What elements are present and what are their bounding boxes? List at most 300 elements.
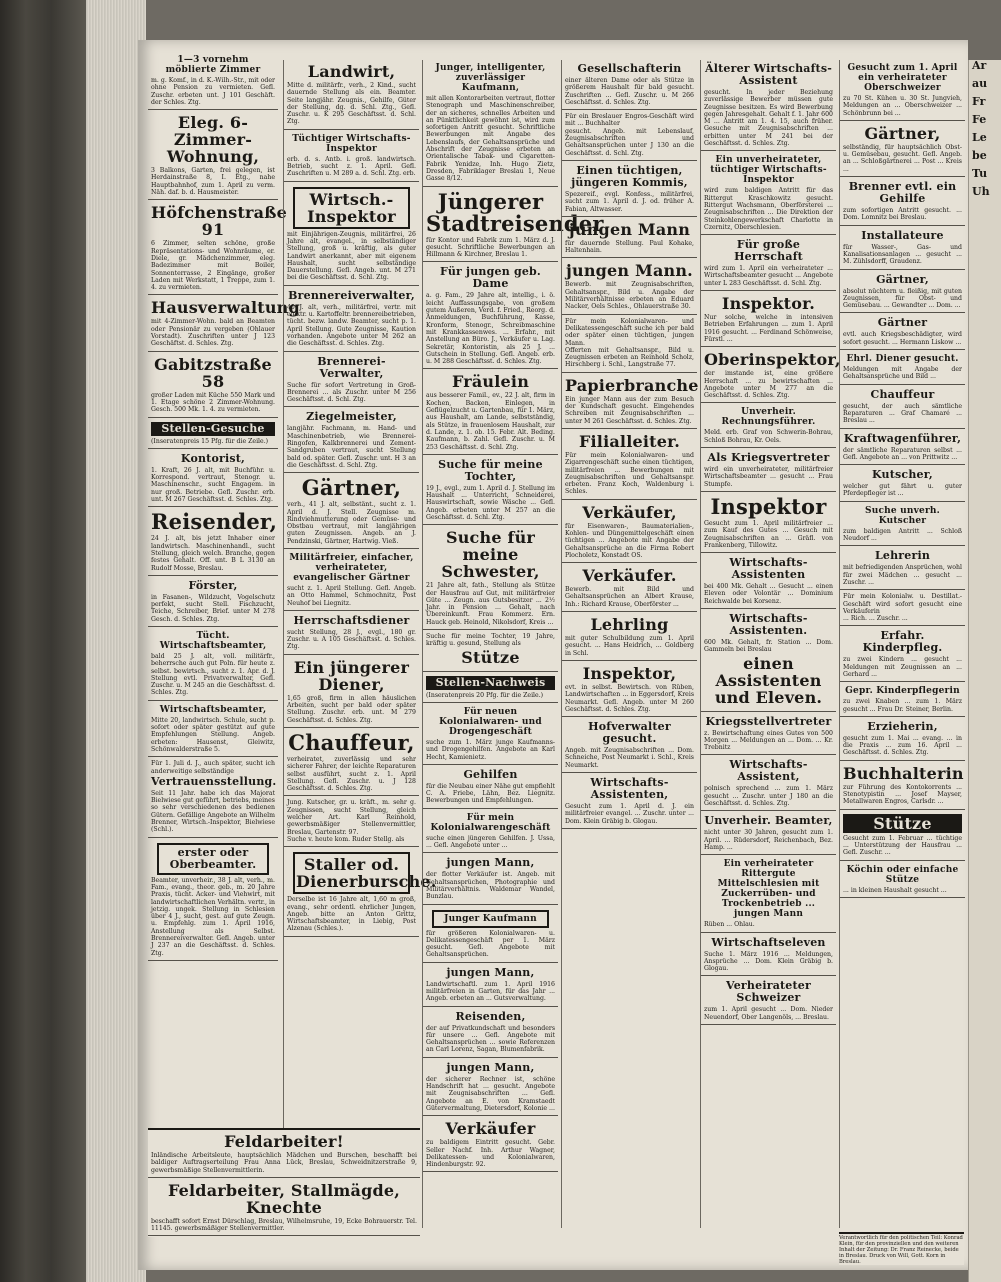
classified-ad bbox=[701, 856, 836, 932]
ad-heading: Lehrling bbox=[590, 615, 669, 635]
ad-text: gesucht. Angeb. mit Lebenslauf, Zeugnisabschriften und Gehaltsansprüchen unter J 130 an die Geschäftsst. d. Schl. Ztg. bbox=[565, 127, 694, 157]
ad-text: Ein junger Mann aus der zum Besuch der Kundschaft gesucht. Eingehendes Schreiben mit Zeugnisabschriften ... unter M 261 Geschäftsst. d. Schles. Ztg. bbox=[565, 395, 694, 425]
ad-text: 6 Zimmer, selten schöne, große Repräsentations- und Wohnräume, er. Diele, gr. Mädchenzimmer, eleg. Badezimmer mit Boiler, Sonnenterrasse, 2 Eingänge, großer Laden mit Werkstatt, 1 Treppe, zum 1. 4. zu vermieten. bbox=[151, 240, 275, 292]
ad-text: absolut nüchtern u. fleißig, mit guten Zeugnissen, für Obst- und Gemüsebau. ... Gewandter ... Dom. ... bbox=[843, 287, 962, 310]
ad-text: Bewerb. mit Zeugnisabschriften, Gehaltsanspr., Bild u. Angabe der Militärverhältnisse erbeten an Eduard Nacker, Oels Schles., Ohlauerstraße 30. bbox=[565, 281, 694, 311]
ad-text: für die Neubau einer Nähe gut empfiehlt C. A. Friebe, Lähn, Bez. Liegnitz. Bewerbungen und Empfehlungen. bbox=[426, 782, 555, 805]
classified-ad bbox=[423, 810, 558, 854]
ad-text: m. g. Komf., in d. K.-Wilh.-Str., mit oder ohne Pension zu vermieten. Gefl. Zuschr. erbeten unt. J 101 Geschäft. der Schles. Ztg. bbox=[151, 77, 275, 106]
ad-heading: Verheirateter Schweizer bbox=[726, 979, 811, 1005]
bottom-wide-ads bbox=[148, 1128, 420, 1237]
ad-text: ... Rich. ... Zuschr. ... bbox=[843, 615, 908, 623]
ad-text: Mitte 20, landwirtsch. Schule, sucht p. sofort oder später gestützt auf gute Empfehlungen Stellung. Angeb. erbeten: Hausenst, Gleiwitz, Schönwalderstraße 5. bbox=[151, 716, 275, 753]
ad-text: Mitte d. militärfr., verh., 2 Kind., sucht dauernde Stellung als ein. Beamter. Seite langjähr. Zeugnis., Gehilfe, Güter der Stellung, dg. d. Schl. Ztg., Gefl. Zuschr. u. K 295 Geschäftsst. d. Schl. Ztg. bbox=[287, 82, 416, 126]
classified-ad bbox=[423, 1117, 558, 1172]
ad-heading: Stütze bbox=[843, 814, 962, 833]
classified-ad bbox=[701, 756, 836, 811]
ad-text: wird zum 1. April ein verheirateter ... Wirtschaftsbeamter gesucht ... Angebote unter L 283 Geschäftsst. d. Schl. Ztg. bbox=[704, 265, 833, 287]
classified-ad bbox=[701, 934, 836, 977]
ad-heading: Gärtner, bbox=[876, 272, 929, 286]
ad-heading: Brenner evtl. ein Gehilfe bbox=[848, 180, 957, 206]
ad-heading: Feldarbeiter, Stallmägde, Knechte bbox=[167, 1180, 401, 1217]
section-price-note: (Inseratenpreis 20 Pfg. für die Zeile.) bbox=[426, 691, 544, 699]
classified-ad bbox=[423, 456, 558, 525]
classified-ad bbox=[701, 60, 836, 151]
ad-text: ... in kleinen Haushalt gesucht ... bbox=[843, 886, 947, 894]
ad-text: Nur solche, welche in intensiven Betrieben Erfahrungen ... zum 1. April 1916 gesucht. ... Ferdinand Schönweise, Fürstl. ... bbox=[704, 314, 833, 343]
classified-ad bbox=[562, 111, 697, 161]
ad-text: gesucht. In jeder Beziehung zuverlässige Bewerber müssen gute Zeugnisse besitzen. Es wird Bewerbung gegen Jahresgehalt. Gehalt f. 1. Jahr 600 M ... Antritt am 1. 4. 15, auch früher. Gesuche mit Zeugnisabschriften ... erbitten unter M 241 bei der Geschäftsst. d. Schles. Ztg. bbox=[704, 89, 833, 148]
classified-ad bbox=[148, 577, 278, 627]
section-header-stellen-nachweis bbox=[423, 673, 558, 703]
ad-text: in Fasanen-, Wildzucht, Vogelschutz perfekt, sucht Stell. Fischzucht, Teiche, Schreiber, Brief. unter M 278 Gesch. d. Schles. Ztg. bbox=[151, 593, 275, 623]
ad-text: 3 Balkons, Garten, frei gelegen, ist Herdainstraße 8, I. Etg., nahe Hauptbahnhof, zum 1. April zu verm. Näh. daf. b. d. Hausmeister. bbox=[151, 167, 275, 197]
classified-ad bbox=[284, 353, 419, 408]
ad-heading: einen Assistenten und Eleven. bbox=[714, 653, 823, 707]
ad-heading: Lehrerin bbox=[874, 549, 931, 563]
column-4 bbox=[561, 60, 697, 1228]
ad-heading: Brennereiverwalter, bbox=[288, 288, 415, 302]
ad-heading: jungen Mann, bbox=[446, 965, 535, 979]
ad-text: Offerten mit Gehaltsanspr., Bild u. Zeugnissen erbeten an Reinhold Scholz, Hirschberg i. Schl., Langstraße 77. bbox=[565, 346, 694, 369]
ad-heading: Jüngerer Stadtreisender bbox=[426, 188, 604, 236]
ad-heading: Ein unverheirateter, tüchtiger Wirtschafts-Inspektor bbox=[710, 155, 827, 186]
ad-heading: Gehilfen bbox=[463, 767, 518, 781]
ad-heading: Herrschaftsdiener bbox=[293, 613, 410, 627]
ad-heading: Gesellschafterin bbox=[577, 62, 682, 75]
ad-heading: Gepr. Kinderpflegerin bbox=[845, 686, 960, 697]
ad-heading: Feldarbeiter! bbox=[224, 1132, 344, 1151]
classified-ad bbox=[840, 718, 965, 761]
next-page-edge bbox=[968, 60, 1001, 1282]
ad-text: gesucht zum 1. Mai ... evang. ... in die Praxis ... zum 16. April ... Geschäftsst. d. Schles. Ztg. bbox=[843, 734, 962, 757]
classified-ad bbox=[284, 60, 419, 130]
ad-heading: Chauffeur, bbox=[288, 729, 415, 755]
classified-ad bbox=[840, 591, 965, 626]
ad-text: suche einen jüngeren Gehilfen. J. Ussa, ... Gefl. Angebote unter ... bbox=[426, 834, 555, 850]
classified-ad bbox=[701, 713, 836, 756]
ad-text: Für mein Kolonialwaren- und Zigarrengeschäft suche einen tüchtigen, militärfreien ... Bewerbungen mit Zeugnisabschriften und Gehaltsanspr. erbeten. Franz Koch, Waldenburg i. Schles. bbox=[565, 451, 694, 496]
ad-heading: Landwirt, bbox=[307, 62, 396, 81]
ad-heading: Brennerei-Verwalter, bbox=[317, 354, 386, 380]
classified-ad bbox=[148, 201, 287, 295]
ad-text: Spezereif., evgl. Konfess., militärfrei, sucht zum 1. April d. J. od. früher A. Fabian, Altwasser. bbox=[565, 190, 694, 213]
classified-ad bbox=[701, 554, 836, 609]
ad-heading: Unverheir. Beamter, bbox=[704, 814, 833, 828]
classified-ad bbox=[562, 316, 697, 373]
ad-text: aus besserer Famil., ev., 22 J. alt, firm in Kochen, Backen, Einlegen, in Geflügelzucht u. Gartenbau, für 1. März, aus Haushalt, am Lande, selbstständig, als Stütze, in frauenlosem Haushalt, zur d. Lande, z. 1. ob. 15. Febr. Alt. Beding. Kaufmann, b. Zahl. Gefl. Zuschr. u. M 253 Geschäftsst. d. Schl. Ztg. bbox=[426, 392, 555, 451]
ad-text: Jung. Kutscher, gr. u. kräft., m. sehr g. Zeugnissen, sucht Stellung, gleich welcher Art. Karl Reinhold, gewerbsmäßiger Stellenvermittler, Breslau, Gartenstr. 97. bbox=[287, 799, 416, 836]
classified-ad bbox=[701, 977, 836, 1025]
ad-heading: Für neuen Kolonialwaren- und Drogengeschäft bbox=[439, 706, 542, 737]
classified-ad bbox=[423, 188, 604, 263]
ad-heading: Ehrl. Diener gesucht. bbox=[846, 354, 959, 365]
next-page-fragment: Fe bbox=[972, 113, 987, 126]
ad-text: Landwirtschaftl. zum 1. April 1916 militärfreien in Garten, für das Jahr ... Angeb. erbeten an ... Gutsverwaltung. bbox=[426, 980, 555, 1003]
ad-heading: Höfchenstraße 91 bbox=[151, 203, 287, 240]
ad-text: zu baldigem Eintritt gesucht. Gebr. Seller Nachf. Inh. Arthur Wagner, Delikatessen- und Kolonialwaren, Hindenburgstr. 92. bbox=[426, 1139, 555, 1169]
ad-text: welcher gut fährt u. guter Pferdepfleger ist ... bbox=[843, 483, 962, 498]
classified-ad bbox=[423, 60, 558, 187]
ad-text: mit befriedigenden Ansprüchen, wohl für zwei Mädchen ... gesucht ... Zuschr. ... bbox=[843, 564, 962, 586]
classified-ad bbox=[423, 263, 558, 369]
classified-ad bbox=[701, 449, 836, 492]
classified-ad bbox=[840, 351, 965, 385]
classified-ad bbox=[284, 183, 419, 286]
ad-text: beschafft sofort Ernst Dürschlag, Breslau, Wilhelmsruhe, 19, Ecke Bohrauerstr. Tel. 11145. gewerbsmäßiger Stellenvermittler. bbox=[151, 1217, 417, 1233]
ad-heading: Älterer Wirtschafts-Assistent bbox=[704, 62, 832, 87]
ad-heading: jungen Mann. bbox=[566, 261, 693, 281]
ad-text: Inländische Arbeitsleute, hauptsächlich Mädchen und Burschen, beschafft bei baldiger Auftragserteilung Frau Anna Lück, Breslau, Schweidnitzerstraße 9, gewerbsmäßige Stellenvermittlerin. bbox=[151, 1152, 417, 1174]
ad-heading: Ein verheirateter Rittergute Mittelschlesien mit Zuckerrüben- und Trockenbetrieb ... jungen Mann bbox=[717, 859, 820, 920]
classified-ad bbox=[423, 964, 558, 1007]
classified-ad bbox=[701, 610, 836, 712]
classified-ad bbox=[701, 236, 836, 291]
classified-ad bbox=[562, 259, 697, 314]
ad-heading: Suche für meine Schwester, bbox=[441, 528, 540, 582]
ad-text: Für ein Breslauer Engros-Geschäft wird mit ... Buchhalter bbox=[565, 113, 694, 128]
classified-ad bbox=[840, 178, 965, 226]
ad-text: zu zwei Kindern ... gesucht ... Meldungen mit Zeugnissen an ... Gerhard ... bbox=[843, 656, 962, 678]
classified-ad bbox=[840, 503, 965, 547]
classified-ad bbox=[562, 613, 697, 661]
ad-text: Suche v. heute kom. Ruder Stellg. als bbox=[287, 835, 405, 843]
book-binding bbox=[0, 0, 86, 1282]
ad-heading: Gärtner bbox=[877, 316, 928, 330]
ad-heading: Erfahr. Kinderpfleg. bbox=[862, 629, 943, 655]
classified-ad bbox=[840, 466, 965, 502]
ad-heading: erster oder Oberbeamter. bbox=[157, 843, 269, 875]
ad-heading: Unverheir. Rechnungsführer. bbox=[721, 407, 816, 428]
ad-heading: Gärtner, bbox=[864, 123, 941, 143]
ad-heading: Verkäufer, bbox=[582, 502, 677, 522]
classified-ad bbox=[148, 450, 278, 507]
column-2 bbox=[283, 60, 437, 1228]
classified-ad bbox=[840, 314, 965, 350]
ad-heading: Reisenden, bbox=[455, 1009, 526, 1023]
imprint-footer bbox=[839, 1232, 964, 1265]
ad-text: Suche für meine Tochter, 19 Jahre, kräftig u. gesund, Stellung als bbox=[426, 633, 555, 648]
ad-text: mit 4-Zimmer-Wohn. bald an Beamten oder Pensionär zu vergeben (Ohlauer Vorstadt). Zuschriften unter J 123 Geschäftst. d. Schles. Ztg. bbox=[151, 318, 275, 348]
ad-text: polnisch sprechend ... zum 1. März gesucht ... Zuschr. unter J 180 an die Geschäftsst. d. Schles. Ztg. bbox=[704, 785, 833, 808]
ad-text: z. Bewirtschaftung eines Gutes von 500 Morgen ... Meldungen an ... Dom. ... Kr. Trebnitz bbox=[704, 729, 833, 752]
ad-heading: Ein jüngerer Diener, bbox=[293, 657, 410, 694]
ad-heading: Fräulein bbox=[451, 372, 530, 392]
classified-ad bbox=[701, 404, 836, 448]
ad-heading: Erzieherin, bbox=[867, 719, 938, 733]
classified-ad bbox=[284, 612, 419, 655]
classified-ad bbox=[562, 430, 697, 500]
classified-ad bbox=[562, 662, 697, 717]
ad-heading: Inspektor. bbox=[721, 294, 816, 314]
classified-ad bbox=[562, 218, 697, 259]
ad-text: evt. in selbst. Bewirtsch. von Rüben, Landwirtschaften ... in Eggersdorf, Kreis Neumarkt. Gefl. Angeb. unter M 260 Geschäftsst. d. Schles. Ztg. bbox=[565, 683, 694, 713]
ad-heading: Kraftwagenführer, bbox=[843, 431, 962, 445]
ad-heading: Filialleiter. bbox=[578, 431, 681, 451]
ad-text: wird ein unverheirateter, militärfreier Wirtschaftsbeamter ... gesucht ... Frau Stumpfe. bbox=[704, 466, 833, 488]
ad-heading: Köchin oder einfache Stütze bbox=[846, 864, 959, 885]
column-3 bbox=[422, 60, 604, 1228]
classified-ad bbox=[148, 111, 278, 200]
ad-text: der sämtliche Reparaturen selbst ... Gefl. Angebote an ... von Prittwitz ... bbox=[843, 446, 962, 461]
classified-ad bbox=[840, 762, 965, 810]
classified-ad bbox=[840, 430, 965, 466]
classified-ad bbox=[423, 854, 558, 904]
ad-heading: Inspektor, bbox=[582, 663, 677, 683]
ad-heading: Gabitzstraße 58 bbox=[154, 354, 272, 391]
ad-heading: 1—3 vornehm möblierte Zimmer bbox=[165, 55, 261, 75]
classified-ad bbox=[840, 122, 965, 177]
ad-text: für Kontor und Fabrik zum 1. März d. J. gesucht. Schriftliche Bewerbungen an Hillmann & Kirchner, Breslau 1. bbox=[426, 236, 555, 259]
classified-ad bbox=[423, 526, 558, 630]
ad-text: großer Laden mit Küche 550 Mark und 1. Etage schöne 2 Zimmer-Wohnung. Gesch. 500 Mk. 1. 4. zu vermieten. bbox=[151, 391, 275, 414]
ad-heading: Staller od. Dienerbursche. bbox=[293, 852, 410, 894]
classified-ad bbox=[562, 374, 697, 429]
classified-ad bbox=[284, 848, 437, 936]
ad-text: der sicherer Rechner ist, schöne Handschrift hat ... gesucht. Angebote mit Zeugnisabschriften ... Gefl. Angebote an E. von Kramstaedt Gütervermaltung, Dietersdorf, Kolonie ... bbox=[426, 1075, 555, 1112]
classified-ad bbox=[148, 1130, 420, 1178]
ad-text: Gesucht zum 1. April militärfreier ... zum Kauf des Gutes ... Gesuch mit Zeugnisabschriften an ... Gräfl. von Frankenberg, Tillowitz. bbox=[704, 519, 833, 549]
column-6 bbox=[839, 60, 965, 1228]
ad-heading: Hausverwaltung bbox=[151, 298, 300, 318]
ad-text: gesucht, der auch sämtliche Reparaturen ... Graf Chamaré ... Breslau ... bbox=[843, 402, 962, 425]
ad-heading: Stütze bbox=[461, 647, 520, 667]
ad-heading: Suche unverh. Kutscher bbox=[865, 505, 940, 526]
ad-heading: Ziegelmeister, bbox=[306, 410, 397, 424]
classified-ad bbox=[148, 758, 278, 837]
classified-ad bbox=[562, 162, 697, 217]
classified-ad bbox=[840, 627, 965, 682]
ad-heading: Kontorist, bbox=[180, 451, 246, 465]
classified-ad bbox=[148, 296, 300, 351]
ad-heading: Junger Kaufmann bbox=[432, 910, 549, 928]
ad-text: 1. Kraft, 26 J. alt, mit Buchführ. u. Korrespond. vertraut, Stenogr. u. Maschinenschr., sucht Engagem. in nur groß. Betriebe. Gefl. Zuschr. erb. unt. M 267 Geschäftsst. d. Schles. Ztg. bbox=[151, 466, 275, 504]
ad-text: Meld. erb. Graf von Schwerin-Bohrau, Schloß Bohrau, Kr. Oels. bbox=[704, 429, 833, 444]
ad-heading: Militärfreier, einfacher, verheirateter, evangelischer Gärtner bbox=[289, 552, 414, 583]
ad-heading: Reisender, bbox=[151, 509, 278, 535]
ad-text: Bewerb. mit Bild und Gehaltsansprüchen an Albert Krause, Inh.: Richard Krause, Oberförster ... bbox=[565, 586, 694, 608]
classified-ad bbox=[148, 628, 278, 701]
ad-text: zur Führung des Kontokorrents ... Stenotypistin ... Josef Mayser, Metallwaren Engros, Carlsdr. ... bbox=[843, 783, 962, 806]
ad-heading: Förster, bbox=[188, 578, 238, 592]
classified-ad bbox=[840, 60, 965, 121]
ad-heading: Kutscher, bbox=[872, 468, 933, 482]
ad-heading: Junger, intelligenter, zuverlässiger Kaufmann, bbox=[435, 63, 546, 93]
classified-ad bbox=[284, 287, 419, 352]
next-page-fragment: Ar bbox=[972, 59, 987, 72]
ad-text: mit allen Kontorarbeiten vertraut, flotter Stenograph und Maschinenschreiber, der an sicheres, schnelles Arbeiten und an Pünktlichkeit gewöhnt ist, wird zum sofortigen Antritt gesucht. Schriftliche Bewerbungen mit Angabe des Lebenslaufs, der Gehaltsansprüche und Abschrift der Zeugnisse erbeten an Orientalische Tabak- und Cigaretten-Fabrik Yenidze, Inh. Hugo Zietz, Dresden, Fabriklager Breslau 1, Neue Gasse 8/12. bbox=[426, 95, 555, 183]
ad-heading: Einen tüchtigen, jüngeren Kommis, bbox=[571, 163, 688, 189]
ad-heading: Wirtschafts-Assistenten. bbox=[729, 611, 808, 637]
ad-heading: Tüchtiger Wirtschafts-Inspektor bbox=[292, 133, 411, 154]
next-page-fragment: Uh bbox=[972, 185, 990, 198]
ad-text: der flotter Verkäufer ist. Angeb. mit Gehaltsansprüchen, Photographie und Militärverhältnis. Waldemar Wandel, Bunzlau. bbox=[426, 871, 555, 901]
classified-ad bbox=[423, 766, 558, 809]
ad-heading: jungen Mann, bbox=[446, 1060, 535, 1074]
classified-ad bbox=[562, 718, 697, 773]
classified-ad bbox=[284, 797, 419, 847]
ad-text: mit guter Schulbildung zum 1. April gesucht. ... Hans Heidrich, ... Goldberg in Schl. bbox=[565, 635, 694, 657]
classified-ad bbox=[284, 408, 419, 473]
classified-ad bbox=[423, 1008, 558, 1058]
classified-ad bbox=[840, 683, 965, 717]
ad-text: einer älteren Dame oder als Stütze in größerem Haushalt für bald gesucht. Zuschriften ... Gefl. Zuschr. u. M 266 Geschäftsst. d. Schles. Ztg. bbox=[565, 77, 694, 106]
ad-text: 21 Jahre alt, fath., Stellung als Stütze der Hausfrau auf Gut, mit militärfreier Güte ... Zeugn. aus Gutsbesitzer ... 2½ Jahr. in Pension ... Gehalt, nach Übereinkunft. Frau Kommerz. Ern. Hauck geb. Heinold, Nikolsdorf, Kreis ... bbox=[426, 582, 555, 626]
ad-text: Gesucht zum 1. April d. J. ein militärfreier evangel. ... Zuschr. unter ... Dom. Klein Gräbig b. Glogau. bbox=[565, 803, 694, 825]
classified-ad bbox=[148, 353, 278, 418]
classified-ad bbox=[148, 508, 278, 575]
next-page-fragment: be bbox=[972, 149, 987, 162]
next-page-fragment: Tu bbox=[972, 167, 988, 180]
ad-text: 600 Mk. Gehalt, fr. Station ... Dom. Gammeln bei Breslau bbox=[704, 638, 833, 654]
ad-text: der auf Privatkundschaft und besonders für unsere ... Gefl. Angebote mit Gehaltsansprüchen ... sowie Referenzen an Carl Lorenz, Sagan, Blumenfabrik. bbox=[426, 1024, 555, 1054]
ad-heading: Wirtsch.-Inspektor bbox=[293, 187, 410, 229]
ad-text: 40 J. alt, verh., militärfrei, vertr. mit elektr. u. Kartoffeltr. brennereibetrieben, tücht. bezw. landw. Beamter, sucht p. 1. April Stellung. Gute Zeugnisse, Kaution vorhanden. Angebote unter M 262 an die Geschäftsst. d. Schles. Ztg. bbox=[287, 303, 416, 348]
ad-text: bald 25 J. alt, voll. militärfr., beherrsche auch gut Poln. für heute z. selbst. bewirtsch., sucht z. 1. Apr. d. J. Stellung evtl. Privatverwalter, Gefl. Zuschr. u. M 245 an die Geschäftsst. d. Schles. Ztg. bbox=[151, 652, 275, 697]
next-page-fragment: Fr bbox=[972, 95, 986, 108]
ad-text: Suche 1. März 1916 ... Meldungen, Ansprüche ... Dom. Klein Gräbig b. Glogau. bbox=[704, 950, 833, 973]
section-price-note: (Inseratenpreis 15 Pfg. für die Zeile.) bbox=[151, 437, 269, 445]
classified-ad bbox=[562, 774, 697, 829]
ad-heading: Papierbranche bbox=[565, 375, 699, 395]
ad-text: 1,65 groß, firm in allen häuslichen Arbeiten, sucht per bald oder später Stellung. Zuschr. erb. unt. M 279 Geschäftsst. d. Schles. Ztg. bbox=[287, 694, 416, 724]
ad-text: Angeb. mit Zeugnisabschriften ... Dom. Schneiche, Post Neumarkt i. Schl., Kreis Neumarkt. bbox=[565, 747, 694, 769]
ad-text: für dauernde Stellung. Paul Kohake, Haltenhain. bbox=[565, 239, 694, 255]
next-page-fragment: au bbox=[972, 77, 988, 90]
ad-text: 24 J. alt, bis jetzt Inhaber einer landwirtsch. Maschinenhandl., sucht Stellung, gleich welch. Branche, gegen festes Gehalt. Off. unt. B L 3130 an Rudolf Mosse, Breslau. bbox=[151, 535, 275, 572]
ad-text: suche zum 1. März junge Kaufmanns- und Drogengehilfen. Angebote an Karl Hecht, Kamienietz. bbox=[426, 738, 555, 761]
section-header-stellen-gesuche bbox=[148, 419, 278, 449]
ad-text: nicht unter 30 Jahren, gesucht zum 1. April. ... Rüdersdorf, Reichenbach, Bez. Hamp. ... bbox=[704, 829, 833, 851]
ad-text: für Eisenwaren-, Baumaterialien-, Kohlen- und Düngemittelgeschäft einen tüchtigen ... Angebote mit Angabe der Gehaltsansprüche an die Firma Robert Plocholetz, Konstadt OS. bbox=[565, 522, 694, 559]
section-title: Stellen-Gesuche bbox=[151, 422, 275, 436]
classified-ad bbox=[840, 547, 965, 590]
ad-text: Suche für sofort Vertretung in Groß-Brennerei ... als Zuschr. unter M 256 Geschäftsst. d. Schl. Ztg. bbox=[287, 381, 416, 404]
ad-text: mit Einjährigen-Zeugnis, militärfrei, 26 Jahre alt, evangel., in selbständiger Stellung, groß u. kräftig, als guter Landwirt anerkannt, aber mit eigenem Haushalt, sucht selbständige Dauerstellung. Gefl. Angeb. unt. M 271 bei die Geschäftsst. d. Schl. Ztg. bbox=[287, 230, 416, 282]
ad-heading: jungen Mann bbox=[568, 219, 691, 239]
classified-ad bbox=[423, 906, 558, 963]
ad-text: zum 1. April gesucht ... Dom. Nieder Neuendorf, Ober Langenöls, ... Breslau. bbox=[704, 1006, 833, 1021]
classified-ad bbox=[701, 812, 836, 855]
classified-ad bbox=[148, 52, 278, 110]
ad-heading: jungen Mann, bbox=[446, 856, 535, 870]
ad-text: Gesucht zum 1. Februar ... tüchtige ... Unterstützung der Hausfrau ... Gefl. Zuschr. ... bbox=[843, 834, 962, 857]
section-title: Stellen-Nachweis bbox=[426, 676, 555, 690]
classified-ad bbox=[562, 564, 697, 612]
imprint-text: Verantwortlich für den politischen Teil: Konrad Klein, für den provinziellen und den weiteren Inhalt der Zeitung: Dr. Franz Reinecke, beide in Breslau. Druck von Will, Gott. Korn in Breslau. bbox=[839, 1235, 963, 1265]
ad-text: zum baldigen Antritt ... Schloß Neudorf ... bbox=[843, 527, 962, 543]
ad-text: Seit 11 Jahr. habe ich das Majorat Bielwiese gut geführt, betriebs, meines so sehr verschiedenen des bedienen Gütern. Gefällige Angebote an Wilhelm Brenner, Wirtsch.-Inspektor, Bielwiese (Schl.). bbox=[151, 789, 275, 834]
ad-text: sucht z. 1. April Stellung. Gefl. Angeb. an Otto Hammel, Schmochnitz, Post Neuhof bei Liegnitz. bbox=[287, 584, 416, 607]
ad-text: sucht Stellung, 28 J., evgl., 180 gr. Zuschr. u. A 105 Geschäftsst. d. Schles. Ztg. bbox=[287, 628, 416, 651]
classified-ad bbox=[840, 271, 965, 314]
ad-text: wird zum baldigen Antritt für das Rittergut Kraschkowitz gesucht. Rittergut Wachsmann, Oberförsterei ... Zeugnisabschriften ... Die Direktion der Steinkohlengewerkschaft Charlotte in Czernitz, Oberschlesien. bbox=[704, 187, 833, 231]
classified-ad bbox=[148, 1179, 420, 1237]
ad-text: langjähr. Fachmann, m. Hand- und Maschinenbetrieb, wie Brennerei-Ringofen, Kalkbrennerei und Zement-Sandgruben vertraut, sucht Stellung bald od. später. Gefl. Zuschr. unt. H 3 an die Geschäftsst. d. Schl. Ztg. bbox=[287, 425, 416, 469]
ad-heading: Gesucht zum 1. April ein verheirateter Oberschweizer bbox=[847, 63, 958, 93]
ad-heading: Kriegsstellvertreter bbox=[705, 714, 832, 728]
ad-heading: Suche für meine Tochter, bbox=[438, 457, 543, 483]
ad-heading: Oberinspektor, bbox=[704, 350, 841, 370]
ad-text: Für mein Kolonialwaren- und Delikatessengeschäft suche ich per bald oder später einen tüchtigen, jungen Mann. bbox=[565, 317, 694, 347]
classified-ad bbox=[284, 474, 419, 549]
ad-text: erb. d. s. Antb. i. groß. landwirtsch. Betrieb, sucht z. 1. April. Gefl. Zuschriften u. M 289 a. d. Schl. Ztg. erb. bbox=[287, 155, 416, 178]
classified-ad bbox=[284, 131, 419, 182]
classified-ad bbox=[284, 550, 419, 611]
ad-heading: Gärtner, bbox=[301, 475, 402, 501]
ad-text: selbständig, für hauptsächlich Obst- u. Gemüsebau, gesucht. Gefl. Angeb. an ... Schloßgärtnerei ... Post ... Kreis ... bbox=[843, 143, 962, 173]
page-stack-edge bbox=[86, 0, 146, 1282]
classified-ad bbox=[840, 386, 965, 429]
ad-text: der imstande ist, eine größere Herrschaft ... zu bewirtschaften ... Angebote unter M 277 an die Geschäftsst. d. Schles. Ztg. bbox=[704, 370, 833, 400]
ad-text: Für mein Kolonialw. u. Destillat.-Geschäft wird sofort gesucht eine Verkäuferin bbox=[843, 593, 962, 615]
classified-ad bbox=[148, 702, 278, 757]
ad-heading: Hofverwalter gesucht. bbox=[588, 720, 671, 746]
ad-heading: Inspektor bbox=[710, 493, 827, 519]
ad-heading: Für jungen geb. Dame bbox=[440, 265, 541, 291]
ad-heading: Als Kriegsvertreter bbox=[707, 451, 830, 465]
classified-ad bbox=[840, 811, 965, 861]
next-page-fragment: Le bbox=[972, 131, 987, 144]
classified-ad bbox=[423, 1059, 558, 1116]
classified-ad bbox=[701, 152, 836, 235]
ad-heading: Für mein Kolonialwarengeschäft bbox=[430, 812, 551, 833]
ad-text: Derselbe ist 16 Jahre alt, 1,60 m groß, evang., sehr ordentl. ehrlicher Jungen, Angeb. bitte an Anton Grittz, Wirtschaftsbeamter, in Liebig, Post Alzenau (Schles.). bbox=[287, 896, 416, 933]
classified-ad bbox=[423, 704, 558, 765]
ad-text: Beamter, unverheir., 38 J. alt, verh., m. Fam., evang., theor. geb., m. 20 Jahre Praxis, tücht. Acker- und Viehwirt, mit landwirtschaftlichen Verhältn. vertr., in jetzig. ungek. Stellung in Schlesien über 4 J., sucht, gest. auf gute Zeugn. u. Empfehlg. zum 1. April 1916, Anstellung als Selbst. Brennereiverwalter. Gefl. Angeb. unter J 237 an die Geschäftsst. d. Schles. Ztg. bbox=[151, 876, 275, 957]
classified-ad bbox=[840, 862, 965, 898]
ad-heading: Wirtschafts-Assistenten bbox=[729, 556, 808, 582]
ad-text: 19 J., evgl., zum 1. April d. J. Stellung im Haushalt ... Unterricht, Schneiderei, Hauswirtschaft, sowie Wäsche ... Gefl. Angeb. erbeten unter M 257 an die Geschäftsst. d. Schl. Ztg. bbox=[426, 484, 555, 521]
ad-heading: Vertrauensstellung. bbox=[151, 774, 277, 788]
classified-ad bbox=[284, 656, 419, 728]
ad-heading: Eleg. 6-Zimmer-Wohnung, bbox=[166, 113, 260, 167]
ad-text: Für 1. Juli d. J., auch später, sucht ich anderweitige selbständige bbox=[151, 760, 275, 775]
ad-text: evtl. auch Kriegsbeschädigter, wird sofort gesucht. ... Hermann Liskow ... bbox=[843, 331, 962, 346]
classified-ad bbox=[562, 501, 697, 563]
ad-text: zum sofortigen Antritt gesucht. ... Dom. Lomnitz bei Breslau. bbox=[843, 207, 962, 222]
ad-heading: Wirtschaftseleven bbox=[711, 935, 826, 949]
ad-heading: Für große Herrschaft bbox=[734, 238, 803, 264]
classified-ad bbox=[701, 493, 836, 553]
ad-text: verheiratet, zuverlässig und sehr sicherer Fahrer, der leichte Reparaturen selbst ausführt, sucht z. 1. April Stellung. Gefl. Zuschr. u. J 128 Geschäftsst. d. Schles. Ztg. bbox=[287, 755, 416, 793]
ad-heading: Wirtschaftsbeamter, bbox=[159, 704, 267, 715]
ad-text: für größeren Kolonialwaren- u. Delikatessengeschäft per 1. März gesucht. Gefl. Angebote mit Gehaltsansprüchen. bbox=[426, 929, 555, 959]
ad-text: verh., 41 J. alt, selbstänt., sucht z. 1. April d. J. Stell. Zeugnisse m. Rindviehmutterung oder Gemüse- und Obstbau vertraut, mit langjährigen guten Zeugnissen. Angeb. an J. Pendzinski, Gärtner, Hartwig. Vieß. bbox=[287, 501, 416, 545]
ad-heading: Verkäufer. bbox=[582, 566, 677, 586]
ad-text: zu 70 St. Kühen u. 30 St. Jungvieh, Meldungen an ... Oberschweizer ... Schönbrunn bei ... bbox=[843, 95, 962, 117]
classified-ad bbox=[562, 60, 697, 110]
ad-heading: Tücht. Wirtschaftsbeamter, bbox=[159, 630, 267, 651]
ad-text: Meldungen mit Angabe der Gehaltsansprüche und Bild ... bbox=[843, 366, 962, 381]
ad-text: für Wasser-, Gas- und Kanalisationsanlagen ... gesucht ... M. Zühlsdorff, Graudenz. bbox=[843, 243, 962, 266]
ad-text: Rüben ... Ohlau. bbox=[704, 921, 755, 929]
ad-heading: Verkäufer bbox=[445, 1119, 536, 1139]
ad-heading: Wirtschafts-Assistent, bbox=[729, 758, 808, 784]
classified-ad bbox=[701, 348, 841, 403]
classified-ad bbox=[701, 292, 836, 347]
ad-heading: Installateure bbox=[861, 228, 944, 242]
column-5 bbox=[700, 60, 841, 1228]
classified-ad bbox=[148, 839, 278, 961]
ad-text: a. g. Fam., 29 Jahre alt, intellig., i. ö. leicht Auffassungsgabe, von großem gutem Äußeren, Verd. f. Fried., Reorg. d. Anmeldungen, Buchführung, Kasse, Kronform, Stenogr., Schreibmaschine mit Krankkassenwes. ... Erfahr., mit Anstellung an Büro. J., Verkäufer u. Lag. Sekretär, Kontoristin, als 25 J. ... Gutschein in Stellung. Gefl. Angeb. erb. u. M 288 Geschäftsst. d. Schles. Ztg. bbox=[426, 292, 555, 366]
ad-heading: Wirtschafts-Assistenten, bbox=[590, 776, 669, 802]
classified-ad bbox=[423, 370, 558, 454]
classified-ad bbox=[423, 631, 558, 672]
classified-ad bbox=[840, 227, 965, 270]
ad-text: bei 400 Mk. Gehalt ... Gesucht ... einen Eleven oder Volontär ... Dominium Reichwalde bei Korsenz. bbox=[704, 583, 833, 605]
ad-heading: Chauffeur bbox=[870, 387, 935, 401]
